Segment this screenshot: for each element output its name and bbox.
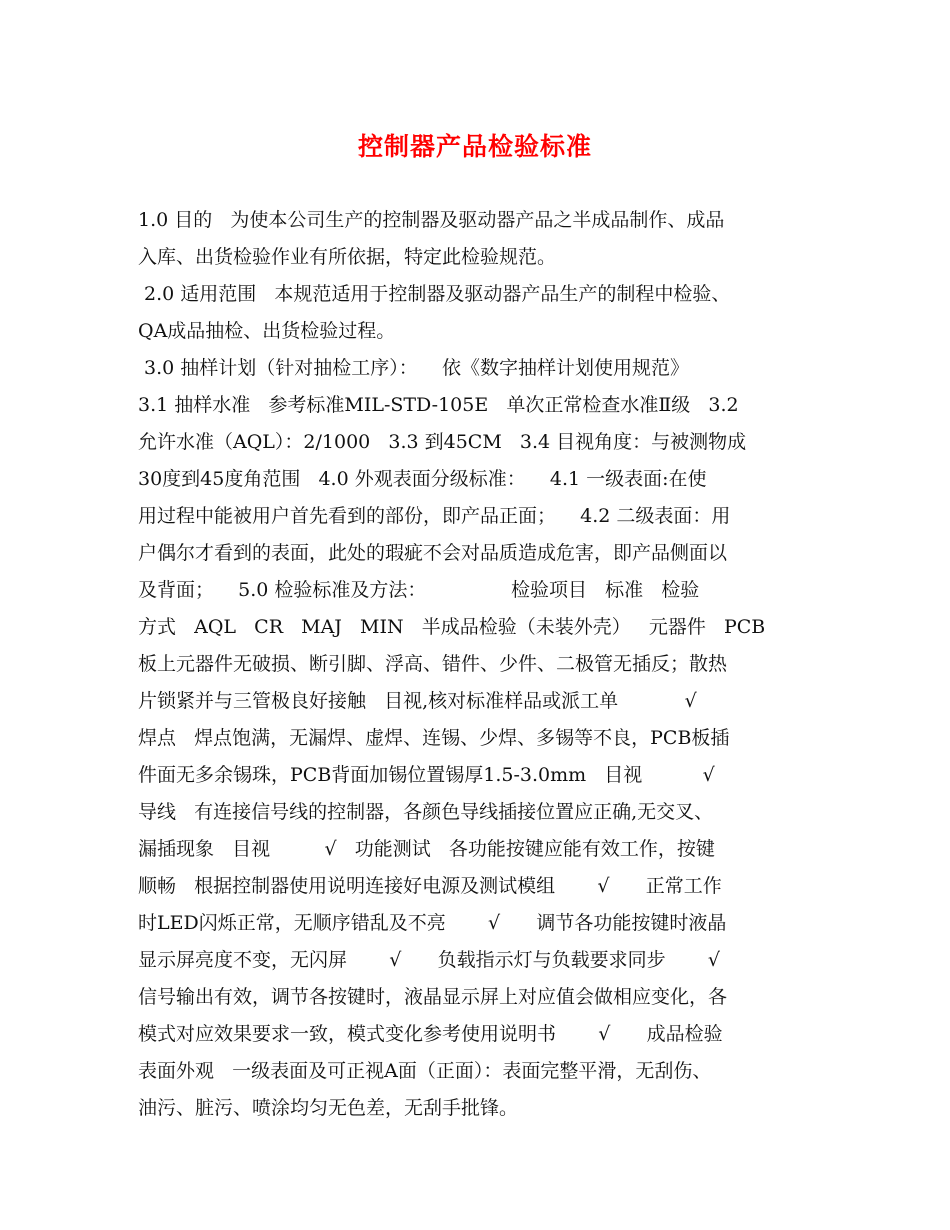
body-line: 1.0 目的 为使本公司生产的控制器及驱动器产品之半成品制作、成品 [138,209,725,231]
body-line: 信号输出有效，调节各按键时，液晶显示屏上对应值会做相应变化，各 [138,986,728,1008]
body-line: 入库、出货检验作业有所依据，特定此检验规范。 [138,246,557,268]
body-line: 3.0 抽样计划（针对抽检工序）： 依《数字抽样计划使用规范》 [138,357,689,379]
document-title: 控制器产品检验标准 [357,132,592,161]
body-line: 3.1 抽样水准 参考标准MIL-STD-105E 单次正常检查水准Ⅱ级 3.2 [138,394,739,416]
body-line: 用过程中能被用户首先看到的部份，即产品正面； 4.2 二级表面：用 [138,505,731,527]
body-line: 漏插现象 目视 √ 功能测试 各功能按键应能有效工作，按键 [138,838,715,860]
body-line: 件面无多余锡珠，PCB背面加锡位置锡厚1.5-3.0mm 目视 √ [138,764,715,786]
body-line: 显示屏亮度不变，无闪屏 √ 负载指示灯与负载要求同步 √ [138,949,721,971]
body-line: 焊点 焊点饱满，无漏焊、虚焊、连锡、少焊、多锡等不良，PCB板插 [138,727,730,749]
body-line: 30度到45度角范围 4.0 外观表面分级标准： 4.1 一级表面:在使 [138,468,707,490]
body-line: 模式对应效果要求一致，模式变化参考使用说明书 √ 成品检验 [138,1023,723,1045]
body-line: 及背面； 5.0 检验标准及方法： 检验项目 标准 检验 [138,579,700,601]
body-line: 时LED闪烁正常，无顺序错乱及不亮 √ 调节各功能按键时液晶 [138,912,727,934]
body-line: 油污、脏污、喷涂均匀无色差，无刮手批锋。 [138,1097,519,1119]
body-line: 表面外观 一级表面及可正视A面（正面）：表面完整平滑，无刮伤、 [138,1060,712,1082]
body-line: 户偶尔才看到的表面，此处的瑕疵不会对品质造成危害，即产品侧面以 [138,542,728,564]
body-line: 方式 AQL CR MAJ MIN 半成品检验（未装外壳） 元器件 PCB [138,616,766,638]
body-line: 2.0 适用范围 本规范适用于控制器及驱动器产品生产的制程中检验、 [138,283,731,305]
body-line: QA成品抽检、出货检验过程。 [138,320,396,342]
body-line: 允许水准（AQL）：2/1000 3.3 到45CM 3.4 目视角度：与被测物成 [138,431,747,453]
body-line: 顺畅 根据控制器使用说明连接好电源及测试模组 √ 正常工作 [138,875,722,897]
body-line: 片锁紧并与三管极良好接触 目视,核对标准样品或派工单 √ [138,690,697,712]
body-line: 板上元器件无破损、断引脚、浮高、错件、少件、二极管无插反；散热 [138,653,728,675]
document-body [138,202,818,1127]
body-line: 导线 有连接信号线的控制器，各颜色导线插接位置应正确,无交叉、 [138,801,714,823]
